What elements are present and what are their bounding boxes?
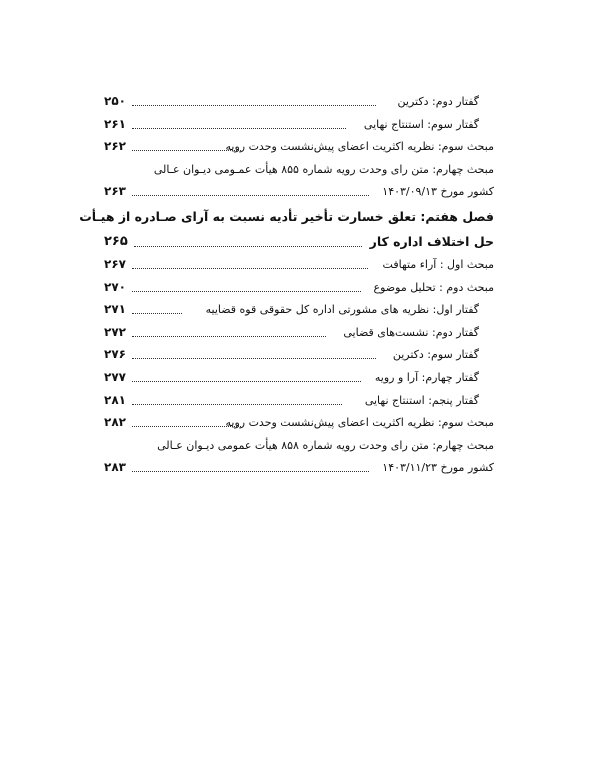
toc-page-number: ۲۶۵	[104, 233, 128, 249]
toc-leader-dots	[132, 267, 368, 269]
toc-entry-continuation	[104, 458, 494, 481]
toc-entry-title: گفتار اول: نظریه های مشورتی اداره کل حقوقی قوه قضاییه	[205, 303, 479, 317]
toc-leader-dots	[132, 127, 346, 129]
toc-leader-dots	[132, 403, 342, 405]
toc-page-number: ۲۸۱	[104, 392, 126, 407]
toc-entry	[104, 278, 494, 301]
toc-entry	[104, 323, 494, 346]
toc-entry	[104, 137, 494, 160]
toc-entry-title: مبحث سوم: نظریه اکثریت اعضای پیش‌نشست وحدت رویه	[225, 416, 494, 430]
toc-entry-continuation	[104, 182, 494, 205]
toc-page-number: ۲۶۳	[104, 184, 126, 199]
toc-entry-title-continued: کشور مورخ ۱۴۰۳/۰۹/۱۳	[382, 185, 494, 199]
toc-page-number: ۲۶۲	[104, 139, 126, 154]
toc-chapter-title: فصل هفتم: تعلق خسارت تأخیر تأدیه نسبت به آرای صـادره از هیـأت	[79, 208, 494, 224]
toc-page-number: ۲۵۰	[104, 94, 126, 108]
toc-page-number: ۲۷۰	[104, 279, 126, 294]
toc-entry-title: گفتار سوم: دکترین	[392, 348, 479, 362]
table-of-contents	[79, 92, 494, 481]
toc-entry	[104, 436, 494, 459]
toc-leader-dots	[132, 149, 241, 151]
toc-page-number: ۲۸۲	[104, 415, 126, 430]
toc-page-number: ۲۶۷	[104, 256, 126, 271]
toc-leader-dots	[132, 194, 369, 196]
toc-entry-title: مبحث دوم : تحلیل موضوع	[373, 280, 494, 294]
toc-page-number: ۲۷۶	[104, 347, 126, 362]
toc-entry	[104, 160, 494, 183]
toc-entry-title: مبحث چهارم: متن رای وحدت رویه شماره ۸۵۵ هیأت عمـومی دیـوان عـالی	[153, 162, 494, 176]
toc-entry	[104, 391, 494, 414]
toc-page-number: ۲۸۳	[104, 460, 126, 475]
toc-entry-title: گفتار دوم: نشست‌های قضایی	[343, 325, 479, 339]
toc-leader-dots	[132, 380, 361, 382]
toc-entry-title: مبحث چهارم: متن رای وحدت رویه شماره ۸۵۸ هیأت عمومی دیـوان عـالی	[157, 438, 494, 452]
toc-entry-title: گفتار پنجم: استنتاج نهایی	[364, 393, 479, 407]
toc-entry-title: گفتار چهارم: آرا و رویه	[374, 370, 479, 384]
toc-entry	[104, 345, 494, 368]
toc-entry	[104, 300, 494, 323]
toc-entry	[104, 413, 494, 436]
toc-entry-title: مبحث اول : آراء متهافت	[382, 257, 494, 271]
toc-leader-dots	[132, 425, 241, 427]
toc-leader-dots	[132, 357, 376, 359]
toc-leader-dots	[132, 104, 376, 106]
toc-page-number: ۲۷۱	[104, 302, 126, 317]
toc-leader-dots	[132, 290, 361, 292]
toc-chapter-title-continued: حل اختلاف اداره کار	[369, 233, 494, 249]
toc-entry	[104, 255, 494, 278]
toc-leader-dots	[132, 470, 369, 472]
toc-entry	[104, 368, 494, 391]
toc-chapter-entry	[79, 205, 494, 230]
toc-leader-dots	[134, 245, 362, 247]
toc-leader-dots	[132, 312, 182, 314]
toc-leader-dots	[132, 335, 326, 337]
toc-entry-title: گفتار دوم: دکترین	[397, 95, 479, 108]
toc-chapter-continuation	[104, 230, 494, 255]
toc-entry-title: گفتار سوم: استنتاج نهایی	[363, 117, 479, 131]
toc-entry-title-continued: کشور مورخ ۱۴۰۳/۱۱/۲۳	[382, 461, 494, 475]
toc-page-number: ۲۷۷	[104, 369, 126, 384]
toc-entry-title: مبحث سوم: نظریه اکثریت اعضای پیش‌نشست وحدت رویه	[225, 140, 494, 154]
toc-entry	[104, 92, 494, 115]
toc-entry	[104, 115, 494, 138]
toc-page-number: ۲۶۱	[104, 116, 126, 131]
toc-page-number: ۲۷۲	[104, 324, 126, 339]
